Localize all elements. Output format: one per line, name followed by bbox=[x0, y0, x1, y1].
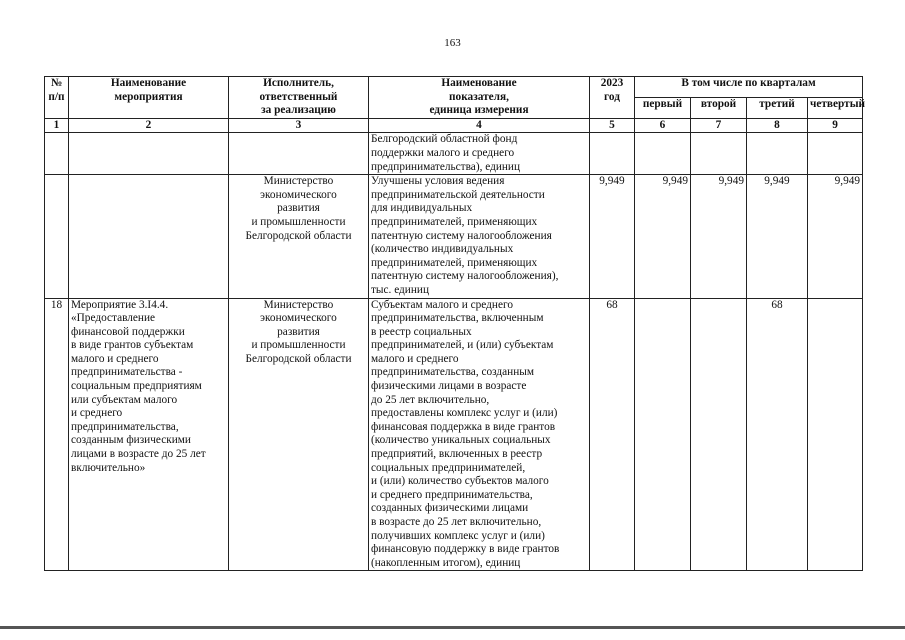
cell-year: 68 bbox=[590, 298, 635, 571]
header-indicator: Наименование показателя, единица измерения bbox=[369, 77, 590, 119]
column-number: 2 bbox=[69, 118, 229, 133]
header-num: № п/п bbox=[45, 77, 69, 119]
cell-executor bbox=[229, 133, 369, 175]
column-number: 4 bbox=[369, 118, 590, 133]
cell-year: 9,949 bbox=[590, 175, 635, 298]
cell-event bbox=[69, 133, 229, 175]
column-number: 8 bbox=[747, 118, 808, 133]
column-number: 6 bbox=[635, 118, 691, 133]
header-executor: Исполнитель, ответственный за реализацию bbox=[229, 77, 369, 119]
cell-indicator: Субъектам малого и среднего предпринимательства, включенным в реестр социальных предпринимателей, и (или) субъектам малого и среднего предпринимательства, созданным физическими лицами в возрасте до 25 лет включительно, предоставлены комплекс услуг и (или) финансовая поддержка в виде грантов (количество уникальных социальных предприятий, включенных в реестр социальных предпринимателей, и (или) количество субъектов малого и среднего предпринимательства, созданных физическими лицами в возрасте до 25 лет включительно, получивших комплекс услуг и (или) финансовую поддержку в виде грантов (накопленным итогом), единиц bbox=[369, 298, 590, 571]
cell-q2: 9,949 bbox=[691, 175, 747, 298]
column-numbers-row bbox=[45, 118, 863, 133]
cell-executor: Министерство экономического развития и промышленности Белгородской области bbox=[229, 298, 369, 571]
cell-q2 bbox=[691, 133, 747, 175]
column-number: 1 bbox=[45, 118, 69, 133]
column-number: 9 bbox=[808, 118, 863, 133]
cell-num bbox=[45, 175, 69, 298]
cell-q1: 9,949 bbox=[635, 175, 691, 298]
scan-edge-divider bbox=[0, 626, 905, 629]
cell-event bbox=[69, 175, 229, 298]
header-q1: первый bbox=[635, 97, 691, 118]
header-quarters-group: В том числе по кварталам bbox=[635, 77, 863, 98]
cell-event: Мероприятие 3.I4.4. «Предоставление финансовой поддержки в виде грантов субъектам малого и среднего предпринимательства - социальным предприятиям или субъектам малого и среднего предпринимательства, созданным физическими лицами в возрасте до 25 лет включительно» bbox=[69, 298, 229, 571]
cell-q4 bbox=[808, 298, 863, 571]
header-q3: третий bbox=[747, 97, 808, 118]
header-event: Наименование мероприятия bbox=[69, 77, 229, 119]
column-number: 7 bbox=[691, 118, 747, 133]
table-row bbox=[45, 133, 863, 175]
cell-q4 bbox=[808, 133, 863, 175]
cell-q2 bbox=[691, 298, 747, 571]
cell-q3 bbox=[747, 133, 808, 175]
cell-num bbox=[45, 133, 69, 175]
header-year: 2023 год bbox=[590, 77, 635, 119]
cell-indicator: Улучшены условия ведения предпринимательской деятельности для индивидуальных предпринимателей, применяющих патентную систему налогообложения (количество индивидуальных предпринимателей, применяющих патентную систему налогообложения), тыс. единиц bbox=[369, 175, 590, 298]
measures-table bbox=[44, 76, 866, 571]
cell-year bbox=[590, 133, 635, 175]
cell-num: 18 bbox=[45, 298, 69, 571]
cell-q3: 9,949 bbox=[747, 175, 808, 298]
cell-q1 bbox=[635, 133, 691, 175]
header-q4: четвертый bbox=[808, 97, 863, 118]
table-row bbox=[45, 298, 863, 571]
cell-indicator: Белгородский областной фонд поддержки малого и среднего предпринимательства), единиц bbox=[369, 133, 590, 175]
cell-q3: 68 bbox=[747, 298, 808, 571]
cell-q1 bbox=[635, 298, 691, 571]
column-number: 5 bbox=[590, 118, 635, 133]
header-q2: второй bbox=[691, 97, 747, 118]
cell-q4: 9,949 bbox=[808, 175, 863, 298]
header-row bbox=[45, 77, 863, 98]
page-number: 163 bbox=[444, 37, 461, 49]
table-row bbox=[45, 175, 863, 298]
column-number: 3 bbox=[229, 118, 369, 133]
cell-executor: Министерство экономического развития и промышленности Белгородской области bbox=[229, 175, 369, 298]
